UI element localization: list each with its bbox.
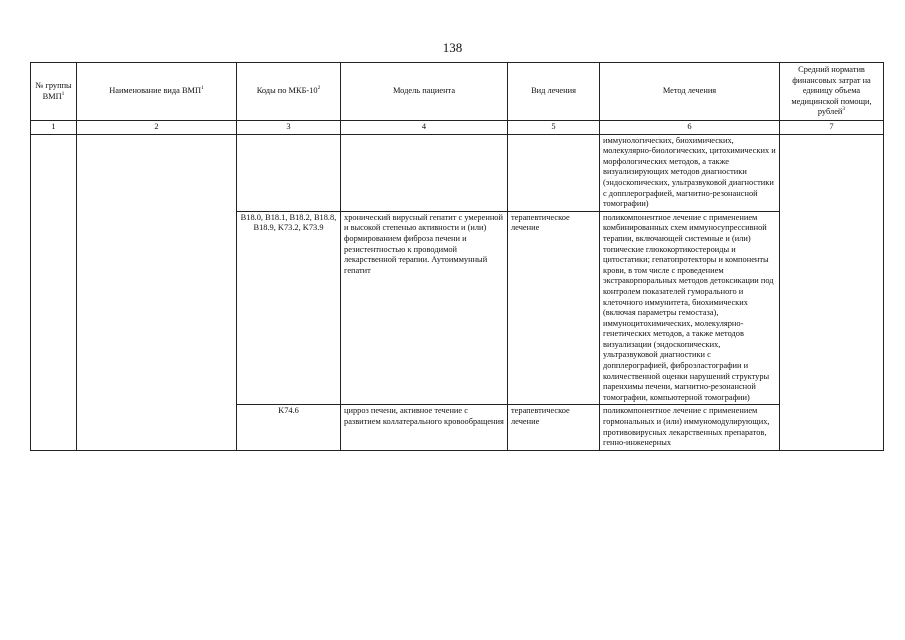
treatment-type-cell: терапевтическое лечение [508, 211, 600, 405]
header-row [31, 63, 884, 121]
column-number: 6 [600, 121, 780, 135]
vmp-name-cell [77, 134, 237, 450]
header-treatment-type: Вид лечения [508, 63, 600, 121]
column-number: 5 [508, 121, 600, 135]
vmp-table [30, 62, 884, 451]
icd-codes-cell: K74.6 [237, 405, 341, 450]
treatment-method-cell: поликомпонентное лечение с применением гормональных и (или) иммуномодулирующих, противовирусных лекарственных препаратов, генно-инженерных [600, 405, 780, 450]
column-number: 4 [341, 121, 508, 135]
treatment-type-cell [508, 134, 600, 211]
patient-model-cell [341, 134, 508, 211]
header-patient-model: Модель пациента [341, 63, 508, 121]
icd-codes-cell [237, 134, 341, 211]
treatment-type-cell: терапевтическое лечение [508, 405, 600, 450]
cost-cell [780, 134, 884, 450]
group-number-cell [31, 134, 77, 450]
column-number: 7 [780, 121, 884, 135]
header-treatment-method: Метод лечения [600, 63, 780, 121]
column-number: 2 [77, 121, 237, 135]
treatment-method-cell: иммунологических, биохимических, молекулярно-биологических, цитохимических и морфологических методов, а также визуализирующих методов диагностики (эндоскопических, ультразвуковой диагностики с допплерографией, магнитно-резонансной томографии) [600, 134, 780, 211]
treatment-method-cell: поликомпонентное лечение с применением комбинированных схем иммуносупрессивной терапии, включающей системные и (или) топические глюкокортикостероиды и цитостатики; гепатопротекторы и компоненты крови, в том числе с проведением экстракорпоральных методов детоксикации под контролем показателей гуморального и клеточного иммунитета, биохимических (включая параметры гемостаза), иммуноцитохимических, молекулярно-генетических методов, а также методов визуализации (эндоскопических, ультразвуковой диагностики с допплерографией, фиброэластографии и количественной оценки нарушений структуры паренхимы печени, магнитно-резонансной томографии, компьютерной томографии) [600, 211, 780, 405]
column-number: 3 [237, 121, 341, 135]
patient-model-cell: цирроз печени, активное течение с развитием коллатерального кровообращения [341, 405, 508, 450]
column-number: 1 [31, 121, 77, 135]
header-cost-standard: Средний норматив финансовых затрат на единицу объема медицинской помощи, рублей$^3$ [780, 63, 884, 121]
icd-codes-cell: B18.0, B18.1, B18.2, B18.8, B18.9, K73.2, K73.9 [237, 211, 341, 405]
header-icd-codes: Коды по МКБ-$10^2$ [237, 63, 341, 121]
header-group-number: № группы ВМП$^1$ [31, 63, 77, 121]
page-number: 138 [442, 40, 463, 55]
table-row [31, 134, 884, 211]
patient-model-cell: хронический вирусный гепатит с умеренной и высокой степенью активности и (или) формированием фиброза печени и резистентностью к проводимой лекарственной терапии. Аутоиммунный гепатит [341, 211, 508, 405]
column-number-row [31, 121, 884, 135]
header-vmp-name: Наименование вида ВМП$^1$ [77, 63, 237, 121]
